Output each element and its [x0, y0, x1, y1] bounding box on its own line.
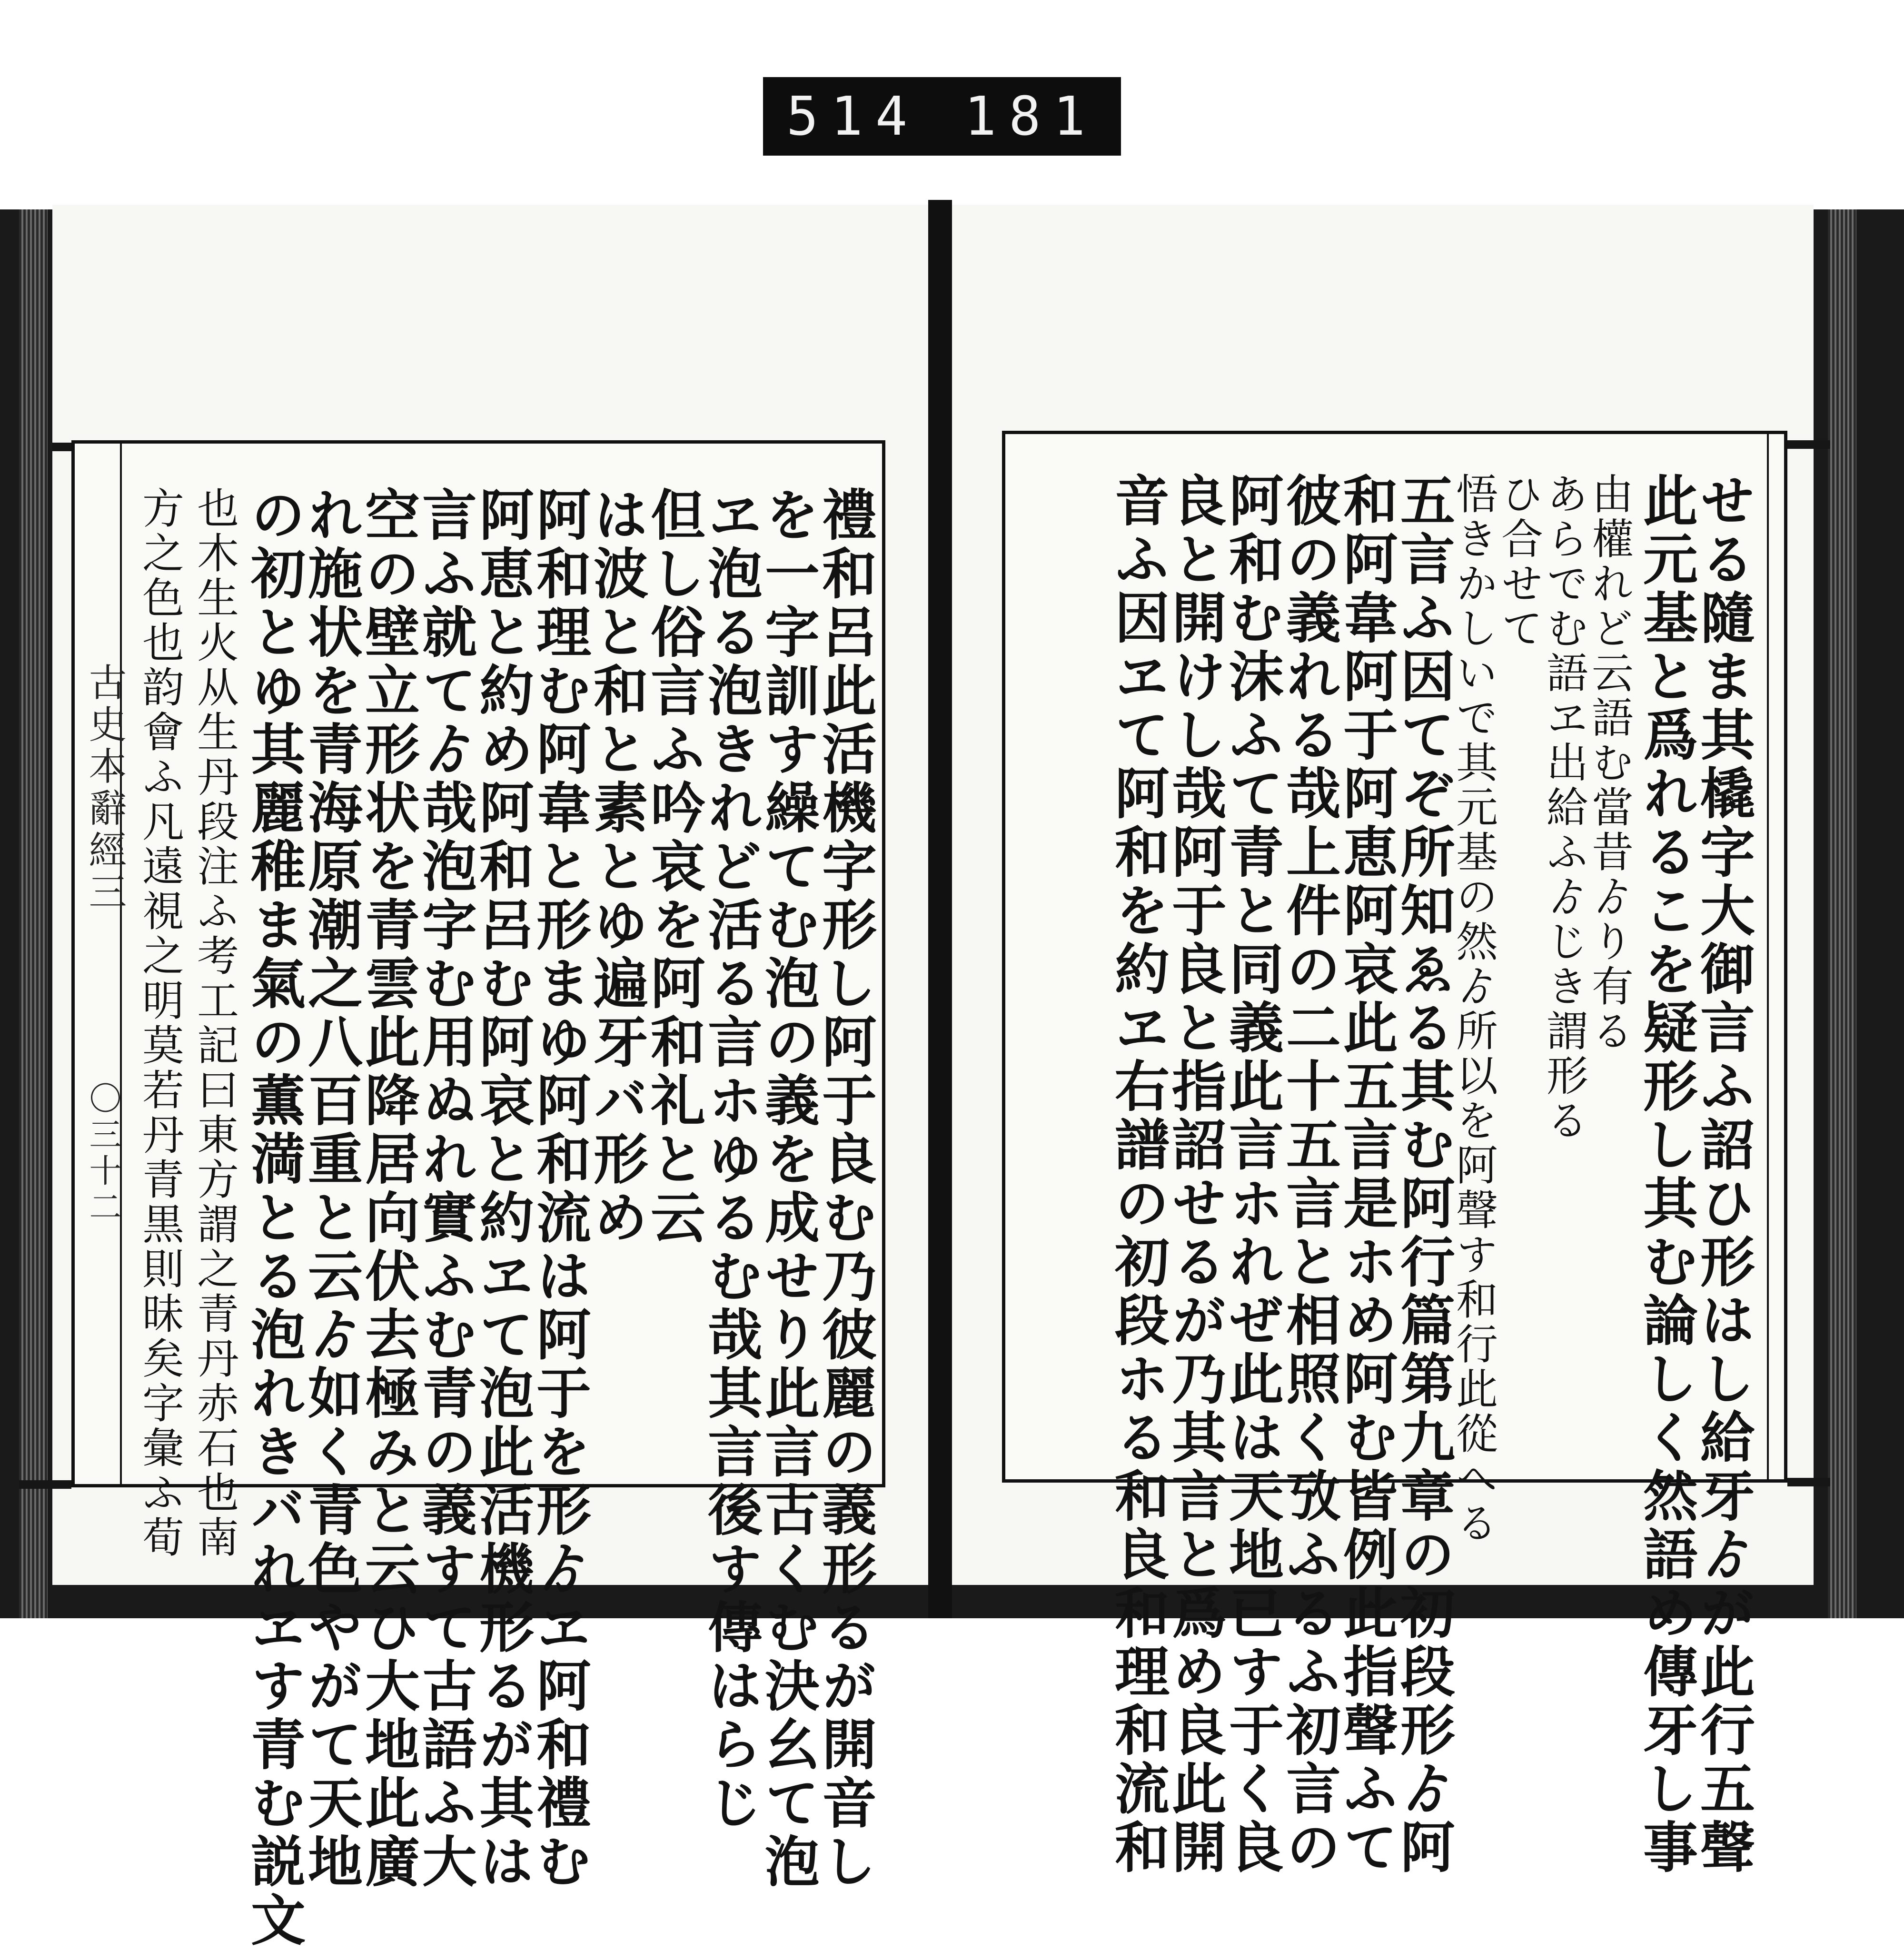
left-text-box [71, 440, 885, 1950]
text-column: 但し俗言ふ吟哀を阿和礼と云 [641, 486, 705, 1247]
text-column: 良と開けし哉阿于良と指詔せるが乃其言と爲め良此開 [1162, 472, 1227, 1877]
text-column: 彼の義れる哉上件の二十五言と相照く攷ふるふ初言の [1277, 472, 1341, 1877]
text-column: は波と和と素とゆ遍牙バ形め [584, 486, 648, 1247]
text-column: 五言ふ因てぞ所知ゑる其む阿行篇第九章の初段形ゟ阿 [1391, 472, 1455, 1877]
text-column: 空の壁立形状を青雲此降居向伏去極みと云ひ大地此廣 [356, 486, 420, 1891]
text-column: 阿恵と約め阿和呂む阿哀と約ヱて泡此活機形るが其は [470, 486, 534, 1891]
right-margin-rule [1767, 434, 1769, 1479]
text-column: せる隨ま其橇字大御言ふ詔ひ形はし給牙ゟが此行五聲 [1691, 472, 1755, 1877]
text-column: 方之色也韵會ふ凡遠視之明莫若丹青黒則昧矣字彙ふ荀 [136, 486, 185, 1560]
text-column: れ施状を青海原潮之八百重と云ゟ如く青色やがて天地 [298, 486, 363, 1891]
text-column: 阿和む沫ふて青と同義此言ホれぜ此は天地已す于く良 [1220, 472, 1284, 1877]
text-column: 悟きかしいで其元基の然ゟ所以を阿聲す和行此從へる [1449, 472, 1498, 1546]
text-column: の初とゆ其麗稚ま氣の薫満とる泡れきバれヱす青む説文 [241, 486, 306, 1950]
binding-band-left-bottom [19, 1480, 71, 1489]
binding-band-right-bottom [1787, 1478, 1830, 1486]
text-column: 禮和呂此活機字形し阿于良む乃彼麗の義形るが開音し [813, 486, 877, 1891]
text-column: ひ合せて [1495, 472, 1544, 651]
binding-band-left [52, 443, 71, 451]
right-text-box [1002, 431, 1787, 1877]
archive-code: 514 181 [786, 85, 1098, 148]
page-edge-left [19, 209, 48, 1618]
book-spine [928, 200, 952, 1618]
text-column: あらでむ語ヱ出給ふゟじき謂形る [1540, 472, 1589, 1143]
text-column: 言ふ就てゟ哉泡字む用ぬれ實ふむ青の義すて古語ふ大 [413, 486, 477, 1891]
text-column: 和阿韋阿于阿恵阿哀此五言是ホめ阿む皆例此指聲ふて [1334, 472, 1398, 1877]
page-number: 〇三十二 [84, 1081, 121, 1226]
text-column: を一字訓す繰てむ泡の義を成せり此言古くむ決幺て泡 [755, 486, 820, 1891]
text-column: 音ふ因ヱて阿和を約ヱ右譜の初段ホる和良和理和流和 [1105, 472, 1170, 1877]
text-column: 阿和理む阿韋と形まゆ阿和流は阿于を形ゟヱ阿和禮む [527, 486, 591, 1891]
binding-band-right [1787, 440, 1830, 449]
text-column: 此元基と爲れるこを疑形し其む論しく然語め傳牙し事 [1634, 472, 1698, 1877]
margin-title: 古史本辭經三 [82, 663, 127, 914]
text-column: 也木生火从生丹段注ふ考工記曰東方謂之青丹赤石也南 [190, 486, 239, 1560]
archive-label [763, 77, 1121, 156]
text-column: ヱ泡る泡きれど活る言ホゆるむ哉其言後す傳はらじ [698, 486, 763, 1833]
page-edge-right [1828, 209, 1856, 1618]
left-margin-rule [120, 444, 122, 1484]
text-column: 由權れど云語む當昔ゟり有る [1585, 472, 1634, 1054]
